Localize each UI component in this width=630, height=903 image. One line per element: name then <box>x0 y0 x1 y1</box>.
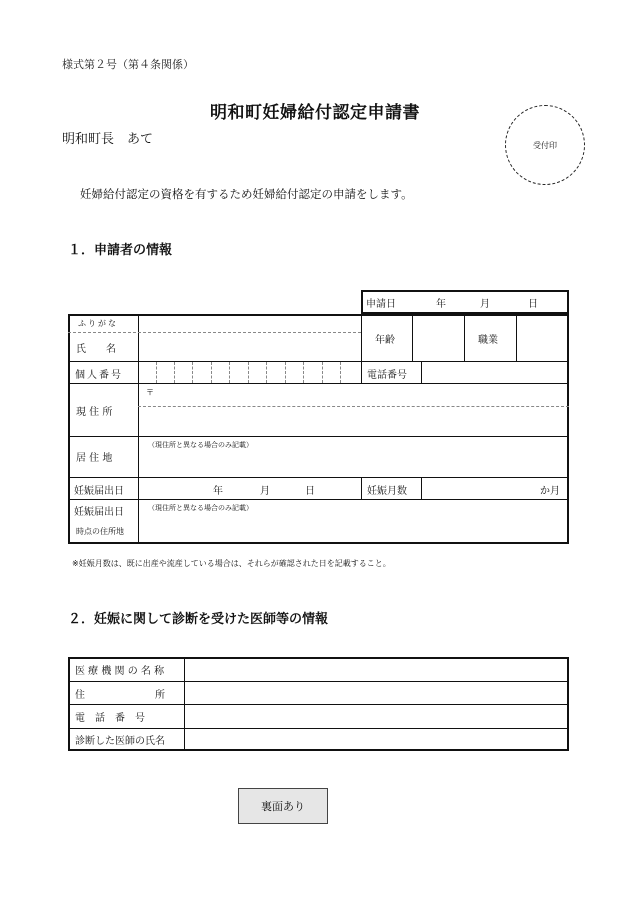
mynumber-box-9 <box>303 362 304 383</box>
residence-label: 居 住 地 <box>76 453 113 464</box>
mynumber-box-5 <box>229 362 230 383</box>
phone-label: 電話番号 <box>367 370 407 381</box>
doctor-row-divider-1 <box>68 681 569 682</box>
preg-date-label: 妊娠届出日 <box>74 486 124 497</box>
row-divider-mynumber <box>68 383 569 384</box>
apply-month-label: 月 <box>480 299 490 310</box>
mynumber-box-4 <box>211 362 212 383</box>
preg-address-note: （現住所と異なる場合のみ記載） <box>148 504 253 512</box>
back-side-label: 裏面あり <box>261 800 305 813</box>
reception-stamp-circle <box>505 105 585 185</box>
apply-date-label: 申請日 <box>366 299 396 310</box>
row-divider-pregdate <box>68 499 569 500</box>
intro-text: 妊婦給付認定の資格を有するため妊婦給付認定の申請をします。 <box>80 187 413 201</box>
age-label: 年齢 <box>375 335 395 346</box>
preg-address-label-1: 妊娠届出日 <box>74 507 124 518</box>
doctor-label-address: 住 所 <box>75 690 165 701</box>
name-label: 氏 名 <box>76 344 116 355</box>
row-divider-name <box>68 361 569 362</box>
footnote: ※妊娠月数は、既に出産や流産している場合は、それらが確認された日を記載すること。 <box>72 559 391 568</box>
doctor-row-divider-2 <box>68 704 569 705</box>
doctor-label-name: 診断した医師の氏名 <box>75 736 165 747</box>
preg-day-label: 日 <box>305 486 315 497</box>
back-side-button[interactable] <box>238 788 328 824</box>
page-title: 明和町妊婦給付認定申請書 <box>210 103 420 123</box>
mynumber-box-1 <box>156 362 157 383</box>
postal-divider <box>138 406 569 407</box>
section-2-heading: ２．妊娠に関して診断を受けた医師等の情報 <box>68 612 329 627</box>
mynumber-box-10 <box>322 362 323 383</box>
residence-note: （現住所と異なる場合のみ記載） <box>148 441 253 449</box>
phone-value-divider <box>421 361 422 383</box>
postal-mark: 〒 <box>146 388 154 397</box>
applicant-table <box>68 314 569 544</box>
col-divider-age <box>412 314 413 361</box>
furigana-label: ふりがな <box>78 319 118 328</box>
mynumber-box-7 <box>266 362 267 383</box>
months-unit: か月 <box>540 486 560 497</box>
doctor-label-phone: 電 話 番 号 <box>75 713 145 724</box>
mynumber-box-2 <box>174 362 175 383</box>
furigana-divider <box>68 332 361 333</box>
mynumber-box-6 <box>248 362 249 383</box>
months-divider <box>361 477 362 499</box>
stamp-label: 受付印 <box>533 140 557 150</box>
col-divider-name-age <box>361 314 362 361</box>
preg-year-label: 年 <box>213 486 223 497</box>
preg-address-label-2: 時点の住所地 <box>76 527 124 536</box>
addressee: 明和町長 あて <box>62 132 154 147</box>
mynumber-box-3 <box>192 362 193 383</box>
col-divider-occupation <box>464 314 465 361</box>
phone-divider <box>361 361 362 383</box>
row-divider-residence <box>68 477 569 478</box>
doctor-label-facility: 医 療 機 関 の 名 称 <box>75 666 165 677</box>
occupation-label: 職業 <box>478 335 498 346</box>
form-number: 様式第２号（第４条関係） <box>62 58 194 71</box>
doctor-row-divider-3 <box>68 728 569 729</box>
preg-months-label: 妊娠月数 <box>367 486 407 497</box>
apply-year-label: 年 <box>436 299 446 310</box>
address-label: 現 住 所 <box>76 407 113 418</box>
mynumber-box-8 <box>285 362 286 383</box>
row-divider-address <box>68 436 569 437</box>
col-divider-occupation-value <box>516 314 517 361</box>
months-value-divider <box>421 477 422 499</box>
mynumber-label: 個人番号 <box>75 370 123 381</box>
section-1-heading: １．申請者の情報 <box>68 243 173 258</box>
mynumber-box-11 <box>340 362 341 383</box>
apply-day-label: 日 <box>528 299 538 310</box>
col-divider-label <box>138 314 139 544</box>
preg-month-label: 月 <box>260 486 270 497</box>
